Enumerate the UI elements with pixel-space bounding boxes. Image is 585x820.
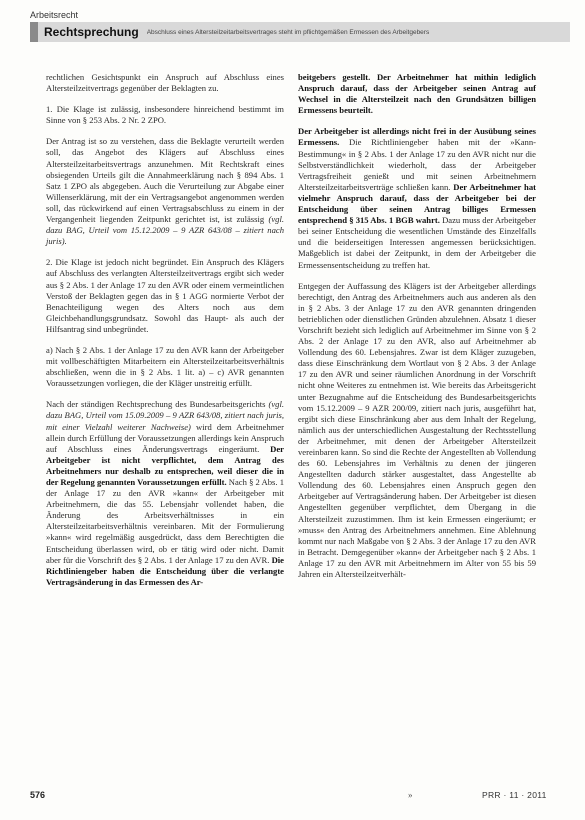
- italic-citation: (vgl. dazu BAG, Urteil vom 15.12.2009 – 9 AZR 643/08 – zitiert nach juris).: [46, 214, 284, 247]
- section-label: Arbeitsrecht: [30, 10, 79, 20]
- body-text: 2. Die Klage ist jedoch nicht begründet. Ein Anspruch des Klägers auf Abschluss des verlangten Altersteilzeitvertrags ergibt sich weder aus § 2 Abs. 1 der Anlage 17 zu den AVR oder einem vermeintlichen Verstoß der Beklagten gegen das in § 1 AGG normierte Verbot der Benachteiligung wegen des Alters noch aus dem Gleichbehandlungsgrundsatz. Sowohl das Haupt- als auch der Hilfsantrag sind unbegründet.: [46, 257, 284, 334]
- bold-text: beitgebers gestellt. Der Arbeitnehmer hat mithin lediglich Anspruch darauf, dass der Arbeitgeber seinen Antrag auf Wechsel in die Altersteilzeit nach den Grundsätzen billigen Ermessens beurteilt.: [298, 72, 536, 116]
- bold-text: Der Arbeitgeber ist nicht verpflichtet, dem Antrag des Arbeitnehmers nur deshalb zu entsprechen, weil dieser die in der Regelung genannten Voraussetzungen erfüllt.: [46, 443, 284, 487]
- paragraph: [46, 72, 284, 94]
- body-text: Nach § 2 Abs. 1 der Anlage 17 zu den AVR »kann« der Arbeitgeber mit Arbeitnehmern, die das 55. Lebensjahr vollendet haben, die Änderung des Arbeitsverhältnisses in ein Altersteilzeitarbeitsverhältnis vereinbaren. Mit der Formulierung »kann« wird regelmäßig ausgedrückt, dass dem Berechtigten die Entscheidung überlassen wird, ob er tätig wird oder nicht. Damit aber für die Vorschrift des § 2 Abs. 1 der Anlage 17 zu den AVR.: [46, 477, 284, 565]
- paragraph: [46, 257, 284, 335]
- footer-separator: »: [408, 790, 413, 800]
- body-text: a) Nach § 2 Abs. 1 der Anlage 17 zu den AVR kann der Arbeitgeber mit vollbeschäftigten Mitarbeitern ein Altersteilzeitarbeitsverhältnis abschließen, wenn die in § 2 Abs. 1 lit. a) – c) AVR genannten Voraussetzungen vorliegen, die der Kläger unstreitig erfüllt.: [46, 344, 284, 389]
- header-tab-marker: [30, 22, 38, 42]
- header-bar: [30, 22, 570, 42]
- paragraph: [298, 126, 536, 270]
- body-text: wird dem Arbeitnehmer allein durch Erfüllung der Voraussetzungen allerdings kein Anspruch auf Abschluss eines Änderungsvertrags eingeräumt.: [46, 421, 284, 454]
- paragraph: [46, 136, 284, 247]
- paragraph: [46, 399, 284, 588]
- body-text: Der Antrag ist so zu verstehen, dass die Beklagte verurteilt werden soll, das Angebot des Klägers auf Abschluss eines Altersteilzeitarbeitsvertrags anzunehmen. Mit Rechtskraft eines obsiegenden Urteils gilt die Annahmeerklärung nach § 894 Abs. 1 Satz 1 ZPO als abgegeben. Auch die Verurteilung zur Abgabe einer Willenserklärung, mit der ein Vertragsangebot angenommen werden soll, das rückwirkend auf einen Vertragsabschluss zu einem in der Vergangenheit liegenden Zeitpunkt gerichtet ist, ist zulässig: [46, 136, 284, 225]
- paragraph: [298, 72, 536, 116]
- body-text: Nach der ständigen Rechtsprechung des Bundesarbeitsgerichts: [46, 399, 269, 410]
- body-text: Entgegen der Auffassung des Klägers ist der Arbeitgeber allerdings berechtigt, den Antrag des Arbeitnehmers auch aus anderen als den in § 2 Abs. 3 der Anlage 17 zu den AVR genannten dringenden betrieblichen oder dienstlichen Gründen abzulehnen. Absatz 1 dieser Vorschrift bezieht sich lediglich auf Arbeitnehmer im Sinne von § 2 Abs. 2 der Anlage 17 zu den AVR, also auf Arbeitnehmer ab Vollendung des 60. Lebensjahres. Zwar ist dem Kläger zuzugeben, dass diese Einschränkung dem Wortlaut von § 2 Abs. 3 der Anlage 17 zu den AVR und seiner räumlichen Anordnung in der Vorschrift nicht ohne Weiteres zu entnehmen ist. Wie bereits das Arbeitsgericht unter Bezugnahme auf die Entscheidung des Bundesarbeitsgerichts vom 15.12.2009 – 9 AZR 200/09, zitiert nach juris, ausgeführt hat, ergibt sich diese Einschränkung aber aus dem Inhalt der Regelung, nämlich aus der unterschiedlichen Ausgestaltung der Rechtsstellung der Arbeitnehmer, mit denen der Arbeitgeber Altersteilzeit vereinbaren kann. So sind die Rechte der Angestellten ab Vollendung des 60. Lebensjahres im Verhältnis zu denen der jüngeren Angestellten dadurch stärker ausgestaltet, dass Angestellte ab Vollendung des 60. Lebensjahres einen Anspruch gegen den Arbeitgeber auf Vertragsänderung haben. Der Arbeitgeber ist diesen Angestellten gegenüber verpflichtet, dem Übergang in die Altersteilzeit zuzustimmen. Ihm ist kein Ermessen eingeräumt; er »muss« den Antrag des Arbeitnehmers annehmen. Eine Ablehnung kommt nur nach Maßgabe von § 2 Abs. 3 der Anlage 17 zu den AVR in Betracht. Demgegenüber »kann« der Arbeitgeber nach § 2 Abs. 1 Anlage 17 zu den AVR mit Arbeitnehmern im Alter von 55 bis 59 Jahren ein Altersteilzeitverhält-: [298, 280, 536, 580]
- italic-citation: (vgl. dazu BAG, Urteil vom 15.09.2009 – 9 AZR 643/08, zitiert nach juris, mit einer Vielzahl weiterer Nachweise): [46, 399, 284, 432]
- paragraph: [46, 104, 284, 126]
- paragraph: [298, 281, 536, 581]
- right-column: [298, 72, 536, 590]
- body-text: 1. Die Klage ist zulässig, insbesondere hinreichend bestimmt im Sinne von § 253 Abs. 2 Nr. 2 ZPO.: [46, 104, 284, 126]
- bold-text: Die Richtliniengeber haben die Entscheidung über die verlangte Vertragsänderung in das Ermessen des Ar-: [46, 554, 284, 587]
- bold-text: Der Arbeitnehmer hat vielmehr Anspruch darauf, dass der Arbeitgeber bei der Entscheidung über seinen Antrag billiges Ermessen entsprechend § 315 Abs. 1 BGB wahrt.: [298, 181, 536, 226]
- paragraph: [46, 345, 284, 389]
- header-subtitle: Abschluss eines Altersteilzeitarbeitsvertrages steht im pflichtgemäßen Ermessen des Arbeitgebers: [146, 28, 430, 36]
- header-title: Rechtsprechung: [44, 25, 139, 39]
- left-column: [46, 72, 284, 598]
- body-text: rechtlichen Gesichtspunkt ein Anspruch auf Abschluss eines Altersteilzeitvertrags gegenüber der Beklagten zu.: [46, 72, 284, 94]
- journal-issue: PRR · 11 · 2011: [482, 790, 547, 800]
- bold-text: Der Arbeitgeber ist allerdings nicht frei in der Ausübung seines Ermessens.: [298, 126, 536, 148]
- page-number: 576: [30, 790, 46, 800]
- body-text: Die Richtliniengeber haben mit der »Kann-Bestimmung« in § 2 Abs. 1 der Anlage 17 zu den AVR nicht nur die Selbstverständlichkeit wiederholt, dass der Arbeitgeber Vertragsfreiheit genießt und mit seinen Arbeitnehmern Altersteilzeitarbeitsverträge schließen kann.: [298, 137, 536, 192]
- body-text: Dazu muss der Arbeitgeber bei seiner Entscheidung die wesentlichen Umstände des Einzelfalls und die beiderseitigen Interessen angemessen berücksichtigen. Maßgeblich ist dabei der Zeitpunkt, in dem der Arbeitgeber die Ermessensentscheidung zu treffen hat.: [298, 215, 537, 270]
